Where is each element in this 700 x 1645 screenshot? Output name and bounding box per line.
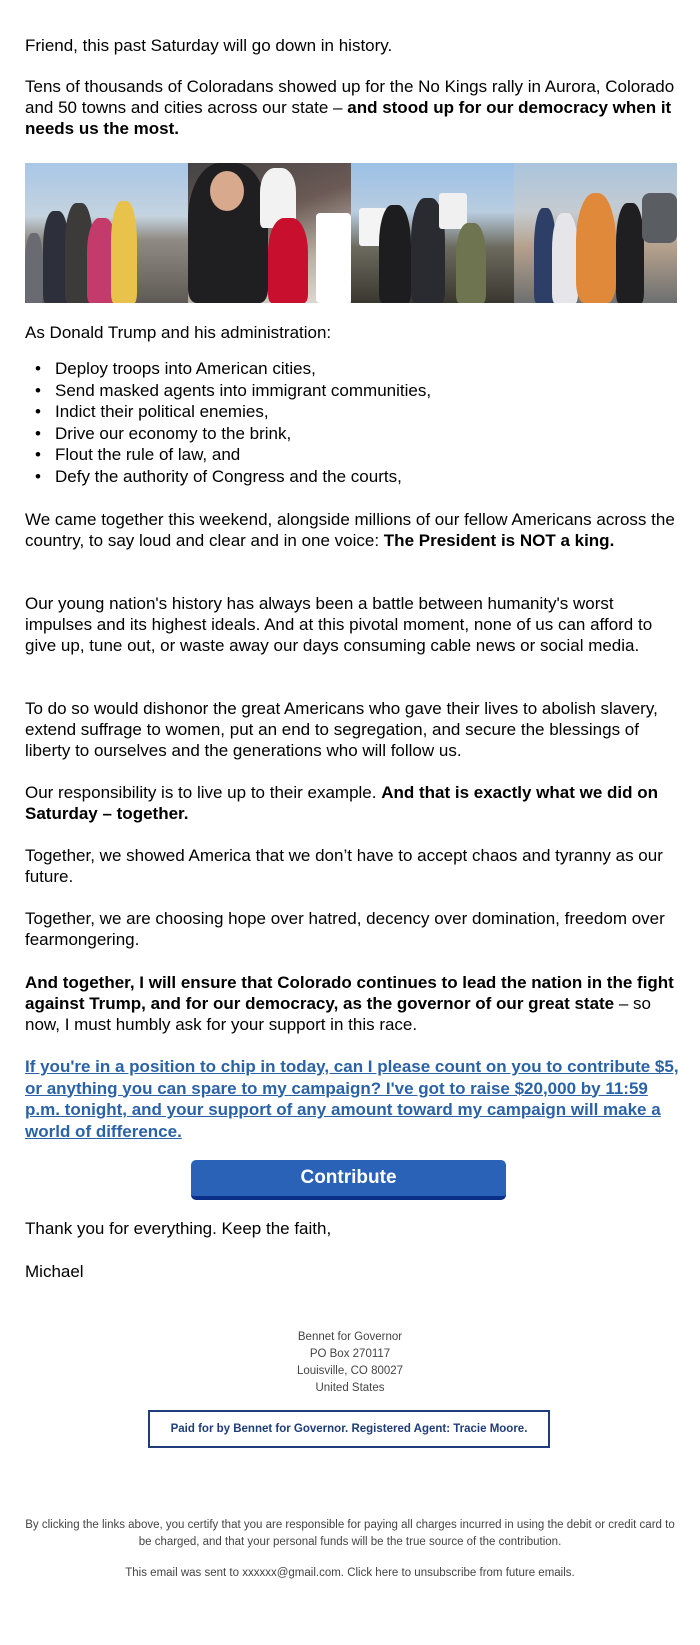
rally-paragraph xyxy=(25,76,680,139)
came-together-paragraph xyxy=(25,509,685,551)
responsibility-text: Our responsibility is to live up to their example. xyxy=(25,783,382,802)
came-together-text: We came together this weekend, alongside millions of our fellow Americans across the country, to say loud and clear and in one voice: xyxy=(25,510,675,550)
donation-ask-paragraph xyxy=(25,1056,680,1142)
sent-mid: . xyxy=(340,1567,348,1579)
po-box: PO Box 270117 xyxy=(309,1348,391,1360)
history-paragraph: Our young nation's history has always been a battle between humanity's worst impulses and its highest ideals. And at this pivotal moment, none of us can afford to give up, tune out, or waste away our days consuming cable news or social media. xyxy=(25,594,653,655)
contribute-button[interactable]: Contribute xyxy=(191,1160,506,1200)
unsubscribe-suffix: to unsubscribe from future emails. xyxy=(398,1567,575,1579)
admin-intro-paragraph: As Donald Trump and his administration: xyxy=(25,323,332,342)
rally-photo-4 xyxy=(514,163,677,303)
together-showed-paragraph: Together, we showed America that we don’t have to accept chaos and tyranny as our future. xyxy=(25,846,663,886)
list-item: • Drive our economy to the brink, xyxy=(25,423,680,445)
list-item: • Deploy troops into American cities, xyxy=(25,358,680,380)
rally-photo-3 xyxy=(351,163,514,303)
admin-actions-list xyxy=(25,358,680,488)
rally-photo-2 xyxy=(188,163,351,303)
list-item: • Send masked agents into immigrant communities, xyxy=(25,380,680,402)
recipient-email: xxxxxx@gmail.com xyxy=(242,1567,341,1579)
rally-bold-text: and stood up for our democracy when it needs us the most. xyxy=(25,98,672,138)
list-item: • Defy the authority of Congress and the courts, xyxy=(25,466,680,488)
org-name: Bennet for Governor xyxy=(297,1331,403,1343)
ensure-bold-text: And together, I will ensure that Colorado continues to lead the nation in the fight against Trump, and for our democracy, as the governor of our great state xyxy=(25,973,674,1013)
responsibility-bold-text: And that is exactly what we did on Saturday – together. xyxy=(25,783,658,823)
rally-photo-collage xyxy=(25,163,677,303)
sent-prefix: This email was sent to xyxy=(125,1567,243,1579)
city-line: Louisville, CO 80027 xyxy=(296,1365,404,1377)
donation-ask-link[interactable]: If you're in a position to chip in today, can I please count on you to contribute $5, or anything you can spare to my campaign? I've got to raise $20,000 by 11:59 p.m. tonight, and your support of any amount toward my campaign will make a world of difference. xyxy=(25,1057,679,1141)
unsubscribe-line xyxy=(25,1565,675,1582)
ensure-paragraph xyxy=(25,972,680,1035)
together-choosing-paragraph: Together, we are choosing hope over hatred, decency over domination, freedom over fearmongering. xyxy=(25,909,665,949)
unsubscribe-link[interactable]: Click here xyxy=(347,1567,399,1579)
signature: Michael xyxy=(25,1262,84,1281)
list-item: • Flout the rule of law, and xyxy=(25,444,680,466)
ensure-rest-text: – so now, I must humbly ask for your support in this race. xyxy=(25,994,651,1034)
mailing-address xyxy=(0,1329,700,1397)
not-a-king-text: The President is NOT a king. xyxy=(383,531,615,550)
paid-for-disclaimer-box: Paid for by Bennet for Governor. Registered Agent: Tracie Moore. xyxy=(148,1410,550,1448)
rally-photo-1 xyxy=(25,163,188,303)
list-item: • Indict their political enemies, xyxy=(25,401,680,423)
dishonor-paragraph: To do so would dishonor the great Americans who gave their lives to abolish slavery, extend suffrage to women, put an end to segregation, and secure the blessings of liberty to ourselves and the generations who will follow us. xyxy=(25,699,658,760)
responsibility-paragraph xyxy=(25,782,680,824)
greeting-paragraph: Friend, this past Saturday will go down in history. xyxy=(25,36,393,55)
rally-intro-text: Tens of thousands of Coloradans showed up for the No Kings rally in Aurora, Colorado and 50 towns and cities across our state – xyxy=(25,77,675,117)
contribution-disclaimer: By clicking the links above, you certify that you are responsible for paying all charges incurred in using the debit or credit card to be charged, and that your personal funds will be the true source of the contribution. xyxy=(25,1519,675,1548)
country-line: United States xyxy=(315,1382,385,1394)
thanks-paragraph: Thank you for everything. Keep the faith, xyxy=(25,1219,332,1238)
